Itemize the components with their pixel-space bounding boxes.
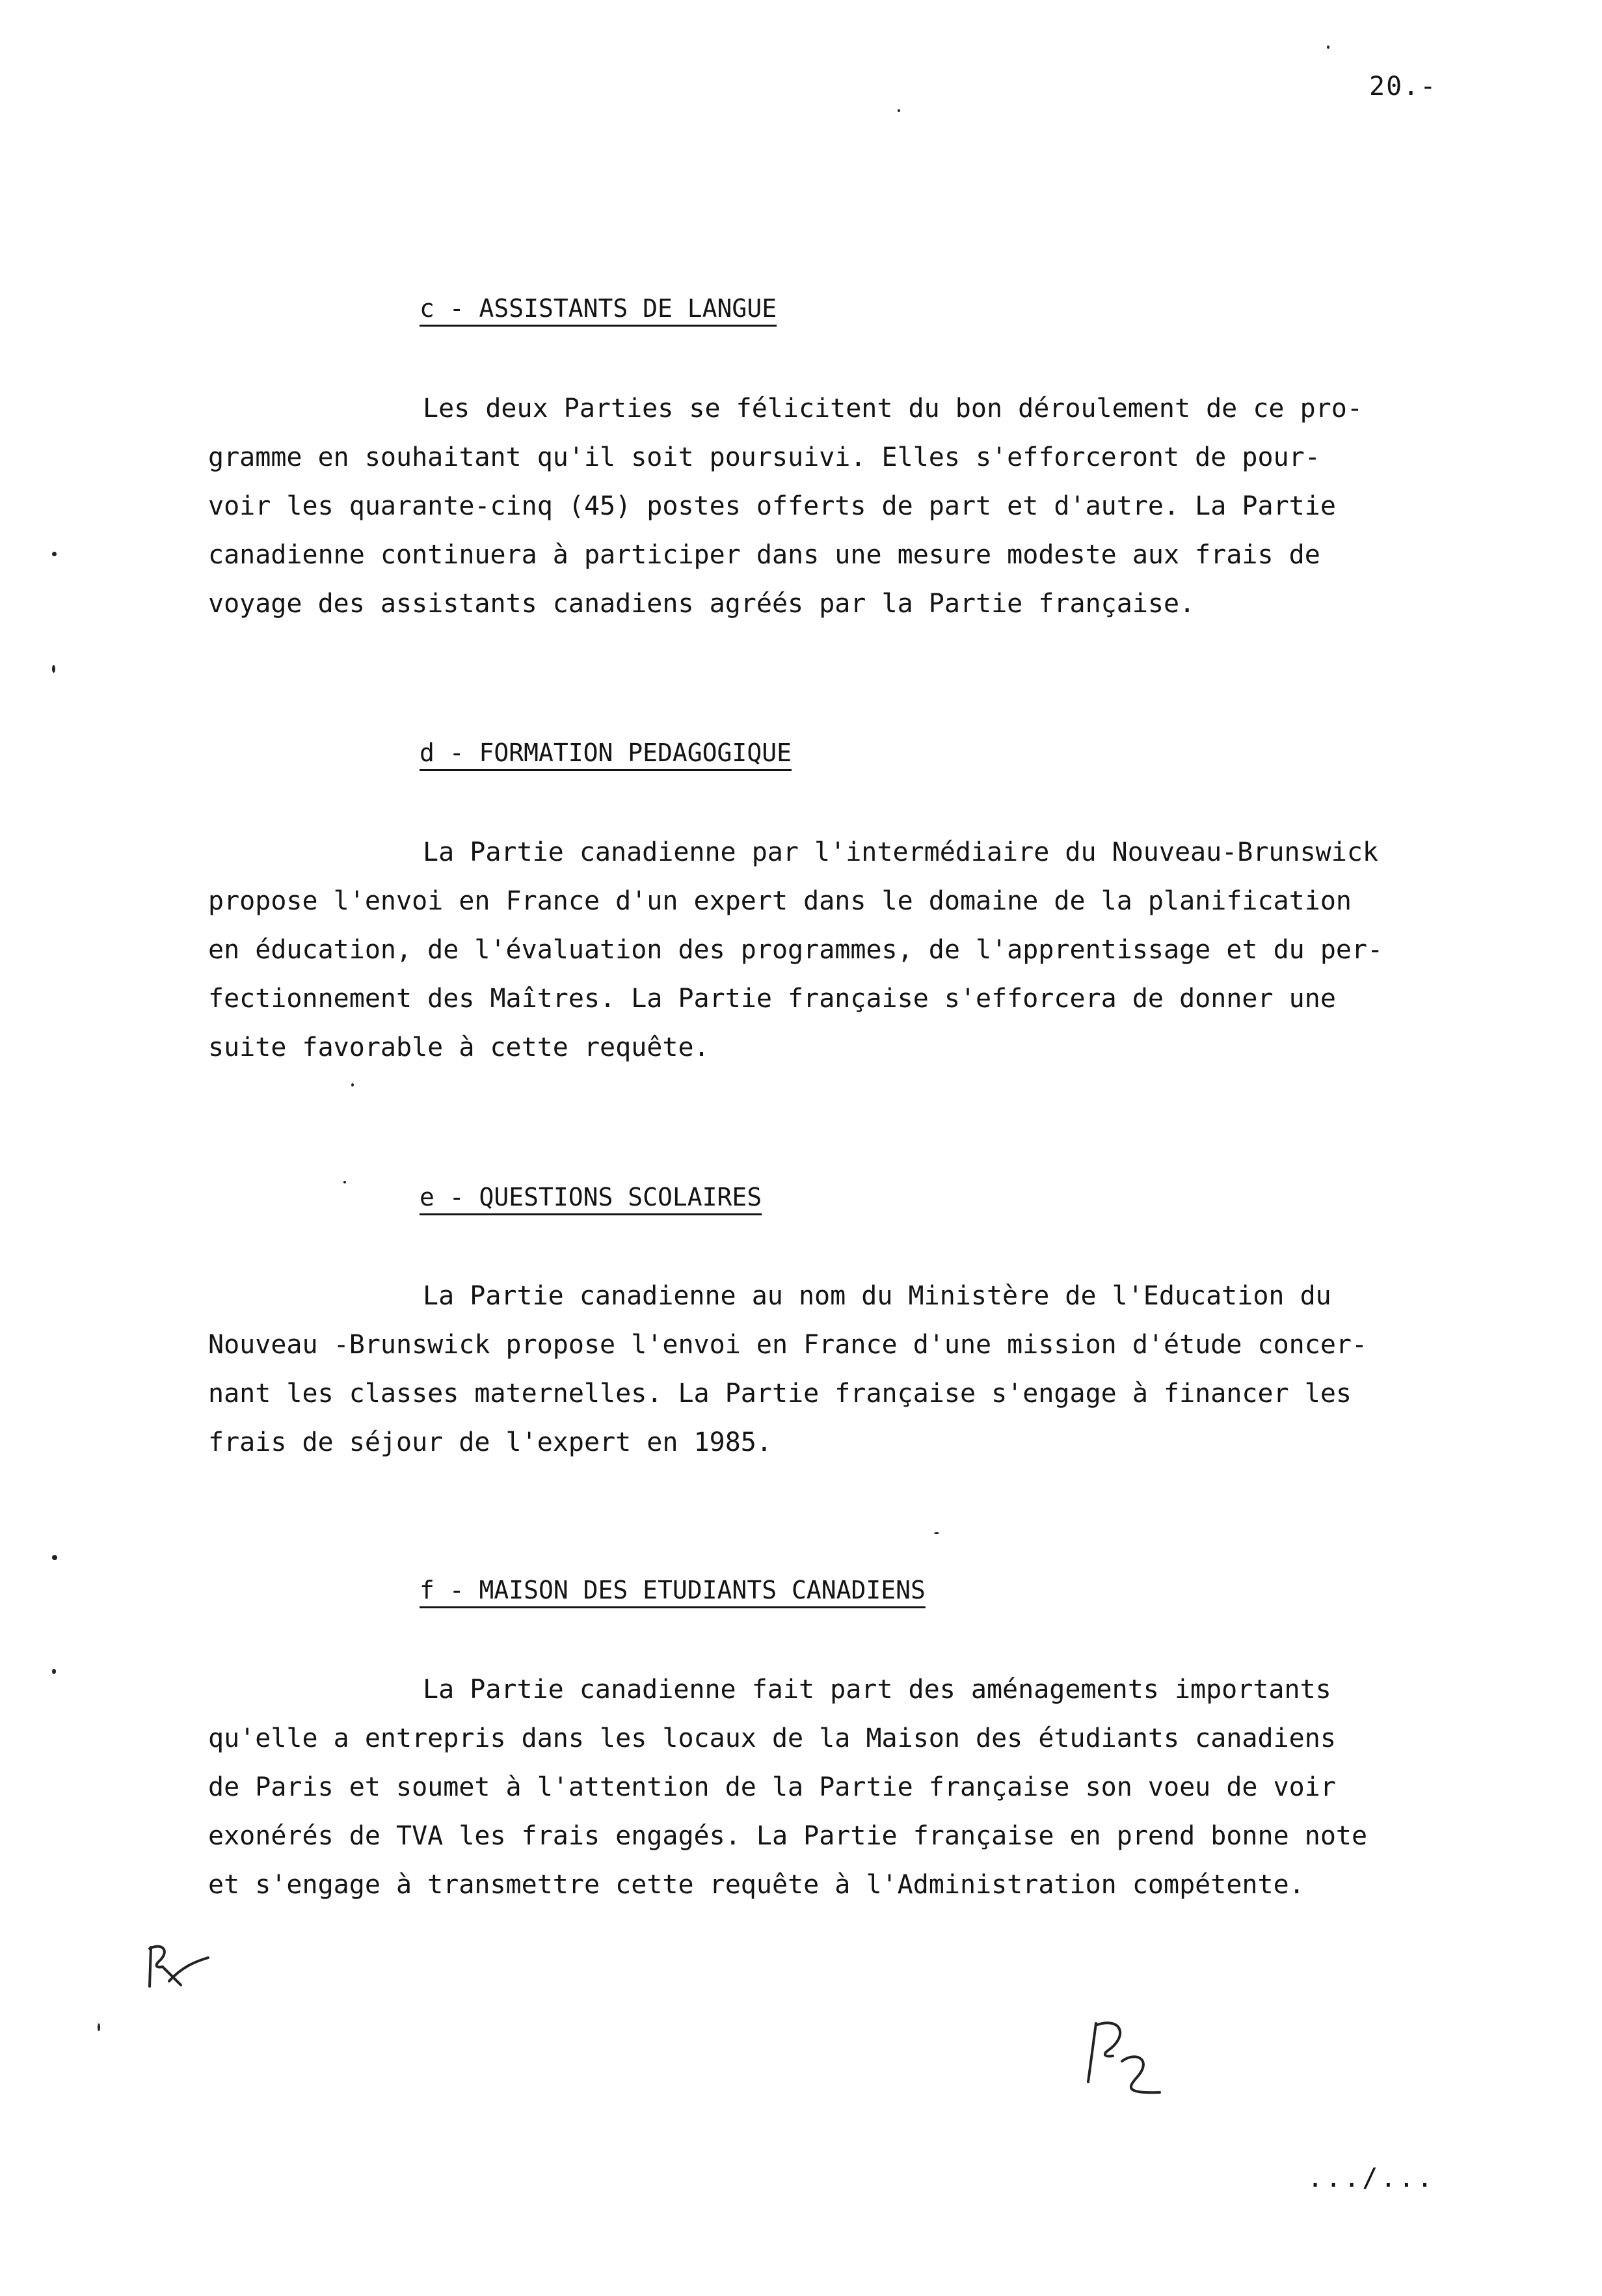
scan-speck xyxy=(52,1555,57,1560)
paragraph-line: et s'engage à transmettre cette requête à l'Administration compétente. xyxy=(208,1870,1305,1900)
paragraph-line: suite favorable à cette requête. xyxy=(208,1033,710,1062)
paragraph-line: La Partie canadienne au nom du Ministère de l'Education du xyxy=(423,1281,1331,1311)
scan-speck xyxy=(934,1532,939,1534)
paragraph-line: La Partie canadienne par l'intermédiaire du Nouveau-Brunswick xyxy=(423,837,1379,867)
scan-speck xyxy=(52,1669,56,1674)
paragraph-line: voyage des assistants canadiens agréés par la Partie française. xyxy=(208,589,1195,619)
continuation-marker: .../... xyxy=(1307,2163,1435,2193)
section-heading: e - QUESTIONS SCOLAIRES xyxy=(420,1183,762,1211)
paragraph-line: fectionnement des Maîtres. La Partie française s'efforcera de donner une xyxy=(208,984,1336,1014)
scan-speck xyxy=(351,1083,354,1087)
paragraph-line: Les deux Parties se félicitent du bon déroulement de ce pro- xyxy=(423,394,1363,424)
scan-speck xyxy=(52,552,57,556)
scan-speck xyxy=(98,2023,100,2031)
paragraph-line: de Paris et soumet à l'attention de la Partie française son voeu de voir xyxy=(208,1772,1336,1802)
paragraph-line: propose l'envoi en France d'un expert dans le domaine de la planification xyxy=(208,886,1352,916)
paragraph-line: frais de séjour de l'expert en 1985. xyxy=(208,1427,772,1457)
scan-speck xyxy=(52,665,55,673)
handwritten-initial-right xyxy=(1076,2010,1174,2108)
paragraph-line: en éducation, de l'évaluation des programmes, de l'apprentissage et du per- xyxy=(208,935,1383,965)
handwritten-initial-left xyxy=(143,1936,215,1994)
paragraph-line: La Partie canadienne fait part des aménagements importants xyxy=(423,1675,1331,1705)
paragraph-line: nant les classes maternelles. La Partie française s'engage à financer les xyxy=(208,1379,1352,1409)
paragraph-line: canadienne continuera à participer dans une mesure modeste aux frais de xyxy=(208,540,1320,570)
paragraph-line: Nouveau -Brunswick propose l'envoi en France d'une mission d'étude concer- xyxy=(208,1330,1368,1360)
scan-speck xyxy=(343,1181,346,1183)
scan-speck xyxy=(1327,46,1329,49)
paragraph-line: gramme en souhaitant qu'il soit poursuivi. Elles s'efforceront de pour- xyxy=(208,442,1320,472)
section-heading: f - MAISON DES ETUDIANTS CANADIENS xyxy=(420,1576,926,1604)
scan-speck xyxy=(898,109,900,112)
paragraph-line: voir les quarante-cinq (45) postes offerts de part et d'autre. La Partie xyxy=(208,491,1336,521)
paragraph-line: exonérés de TVA les frais engagés. La Partie française en prend bonne note xyxy=(208,1821,1368,1851)
page-number: 20.- xyxy=(1369,72,1437,101)
paragraph-line: qu'elle a entrepris dans les locaux de la Maison des étudiants canadiens xyxy=(208,1723,1336,1753)
section-heading: d - FORMATION PEDAGOGIQUE xyxy=(420,738,792,767)
section-heading: c - ASSISTANTS DE LANGUE xyxy=(420,294,777,323)
